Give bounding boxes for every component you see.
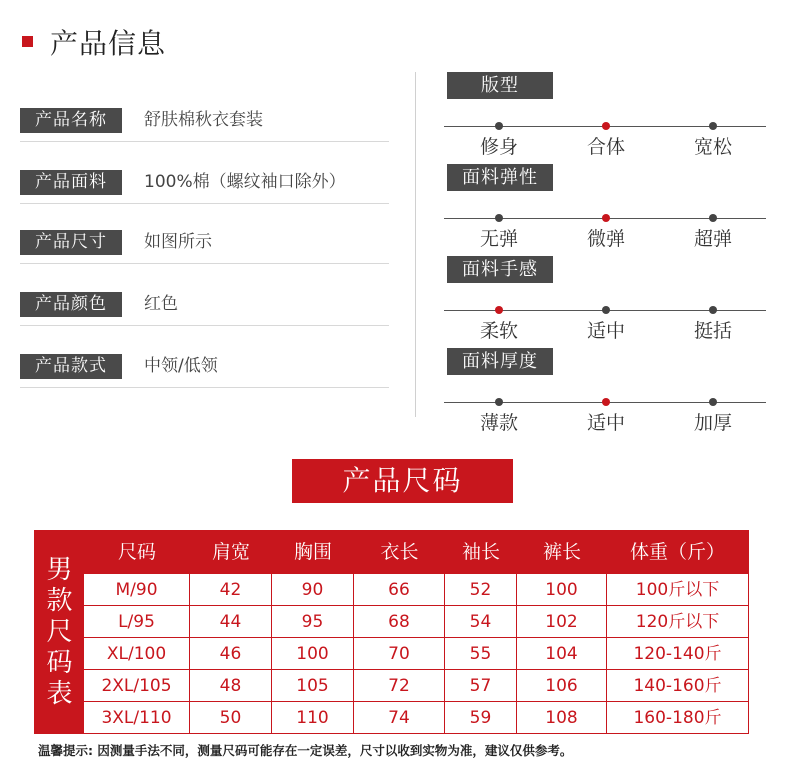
attribute-option: 修身 <box>479 136 518 158</box>
selected-dot <box>602 214 610 222</box>
attribute-option: 加厚 <box>693 412 732 434</box>
table-cell: 110 <box>272 702 354 733</box>
table-cell: 95 <box>272 606 354 638</box>
table-cell: 160-180斤 <box>633 708 722 728</box>
table-cell: 44 <box>190 606 272 638</box>
table-cell: XL/100 <box>84 638 190 670</box>
info-value: 中领/低领 <box>144 356 218 376</box>
table-header-cell: 袖长 <box>461 541 500 563</box>
table-cell: 48 <box>190 670 272 702</box>
footnote: 温馨提示: 因测量手法不同，测量尺码可能存在一定误差，尺寸以收到实物为准，建议仅供参考。 <box>38 743 573 758</box>
table-cell: 54 <box>445 606 517 638</box>
info-row <box>20 354 389 388</box>
table-cell: 55 <box>445 638 517 670</box>
page-title: 产品信息 <box>50 27 167 60</box>
attribute-label: 版型 <box>447 72 553 99</box>
attribute-option: 薄款 <box>479 412 518 434</box>
attribute-option: 柔软 <box>479 320 518 342</box>
table-header-cell: 肩宽 <box>211 541 250 563</box>
attribute-label: 面料弹性 <box>447 164 553 191</box>
side-label-char: 表 <box>46 678 73 709</box>
attribute-option: 超弹 <box>693 228 732 250</box>
table-cell: 50 <box>190 702 272 733</box>
table-cell: 120-140斤 <box>607 638 748 670</box>
scale-dot <box>709 214 717 222</box>
attribute-label: 面料厚度 <box>447 348 553 375</box>
table-cell: 106 <box>517 670 607 702</box>
table-cell: M/90 <box>84 574 190 606</box>
scale-dot <box>709 306 717 314</box>
info-label: 产品尺寸 <box>20 230 122 255</box>
table-header-cell: 衣长 <box>380 541 419 563</box>
table-cell: 102 <box>517 606 607 638</box>
size-banner: 产品尺码 <box>292 459 513 503</box>
info-label: 产品款式 <box>20 354 122 379</box>
selected-dot <box>495 306 503 314</box>
table-cell: 70 <box>354 638 445 670</box>
selected-dot <box>602 398 610 406</box>
info-label: 产品名称 <box>20 108 122 133</box>
attribute-option: 无弹 <box>479 228 518 250</box>
info-label: 产品颜色 <box>20 292 122 317</box>
attribute-option: 适中 <box>586 320 625 342</box>
table-cell: L/95 <box>84 606 190 638</box>
table-header-cell: 裤长 <box>542 541 581 563</box>
info-row <box>20 292 389 326</box>
selected-dot <box>602 122 610 130</box>
table-cell: 120斤以下 <box>607 606 748 638</box>
attribute-label: 面料手感 <box>447 256 553 283</box>
table-cell: 46 <box>190 638 272 670</box>
scale-dot <box>602 306 610 314</box>
table-cell: 140-160斤 <box>607 670 748 702</box>
attribute-option: 宽松 <box>693 136 732 158</box>
table-cell: 104 <box>517 638 607 670</box>
table-cell: 42 <box>190 574 272 606</box>
table-cell: 57 <box>445 670 517 702</box>
info-row <box>20 170 389 204</box>
table-cell: 74 <box>354 702 445 733</box>
table-grid <box>84 574 748 733</box>
info-value: 舒肤棉秋衣套装 <box>144 110 263 130</box>
table-cell: 72 <box>354 670 445 702</box>
size-table <box>34 530 749 734</box>
table-header-cell: 胸围 <box>293 541 332 563</box>
side-label-char: 尺 <box>46 616 73 647</box>
info-value: 如图所示 <box>144 232 212 252</box>
info-value: 红色 <box>144 294 178 314</box>
table-cell: 52 <box>445 574 517 606</box>
table-cell: 100斤以下 <box>607 574 748 606</box>
attribute-option: 挺括 <box>693 320 732 342</box>
attribute-option: 合体 <box>586 136 625 158</box>
info-row <box>20 230 389 264</box>
title-marker <box>22 36 33 47</box>
table-side-label <box>35 531 84 733</box>
table-cell: 100 <box>517 574 607 606</box>
info-label: 产品面料 <box>20 170 122 195</box>
info-value: 100%棉（螺纹袖口除外） <box>144 172 346 192</box>
scale-dot <box>495 214 503 222</box>
table-cell: 68 <box>354 606 445 638</box>
table-cell: 59 <box>445 702 517 733</box>
side-label-char: 码 <box>46 647 73 678</box>
table-cell: 3XL/110 <box>84 702 190 733</box>
attribute-option: 适中 <box>586 412 625 434</box>
table-cell: 2XL/105 <box>84 670 190 702</box>
attribute-option: 微弹 <box>586 228 625 250</box>
table-cell: 90 <box>272 574 354 606</box>
scale-dot <box>495 398 503 406</box>
side-label-char: 男 <box>46 554 73 585</box>
info-row <box>20 108 389 142</box>
scale-dot <box>495 122 503 130</box>
table-header-cell: 体重（斤） <box>629 541 725 563</box>
scale-dot <box>709 122 717 130</box>
table-header-cell: 尺码 <box>117 541 156 563</box>
table-cell: 108 <box>517 702 607 733</box>
table-cell: 66 <box>354 574 445 606</box>
scale-dot <box>709 398 717 406</box>
table-cell: 100 <box>272 638 354 670</box>
divider <box>415 72 416 417</box>
table-cell: 105 <box>272 670 354 702</box>
side-label-char: 款 <box>46 585 73 616</box>
